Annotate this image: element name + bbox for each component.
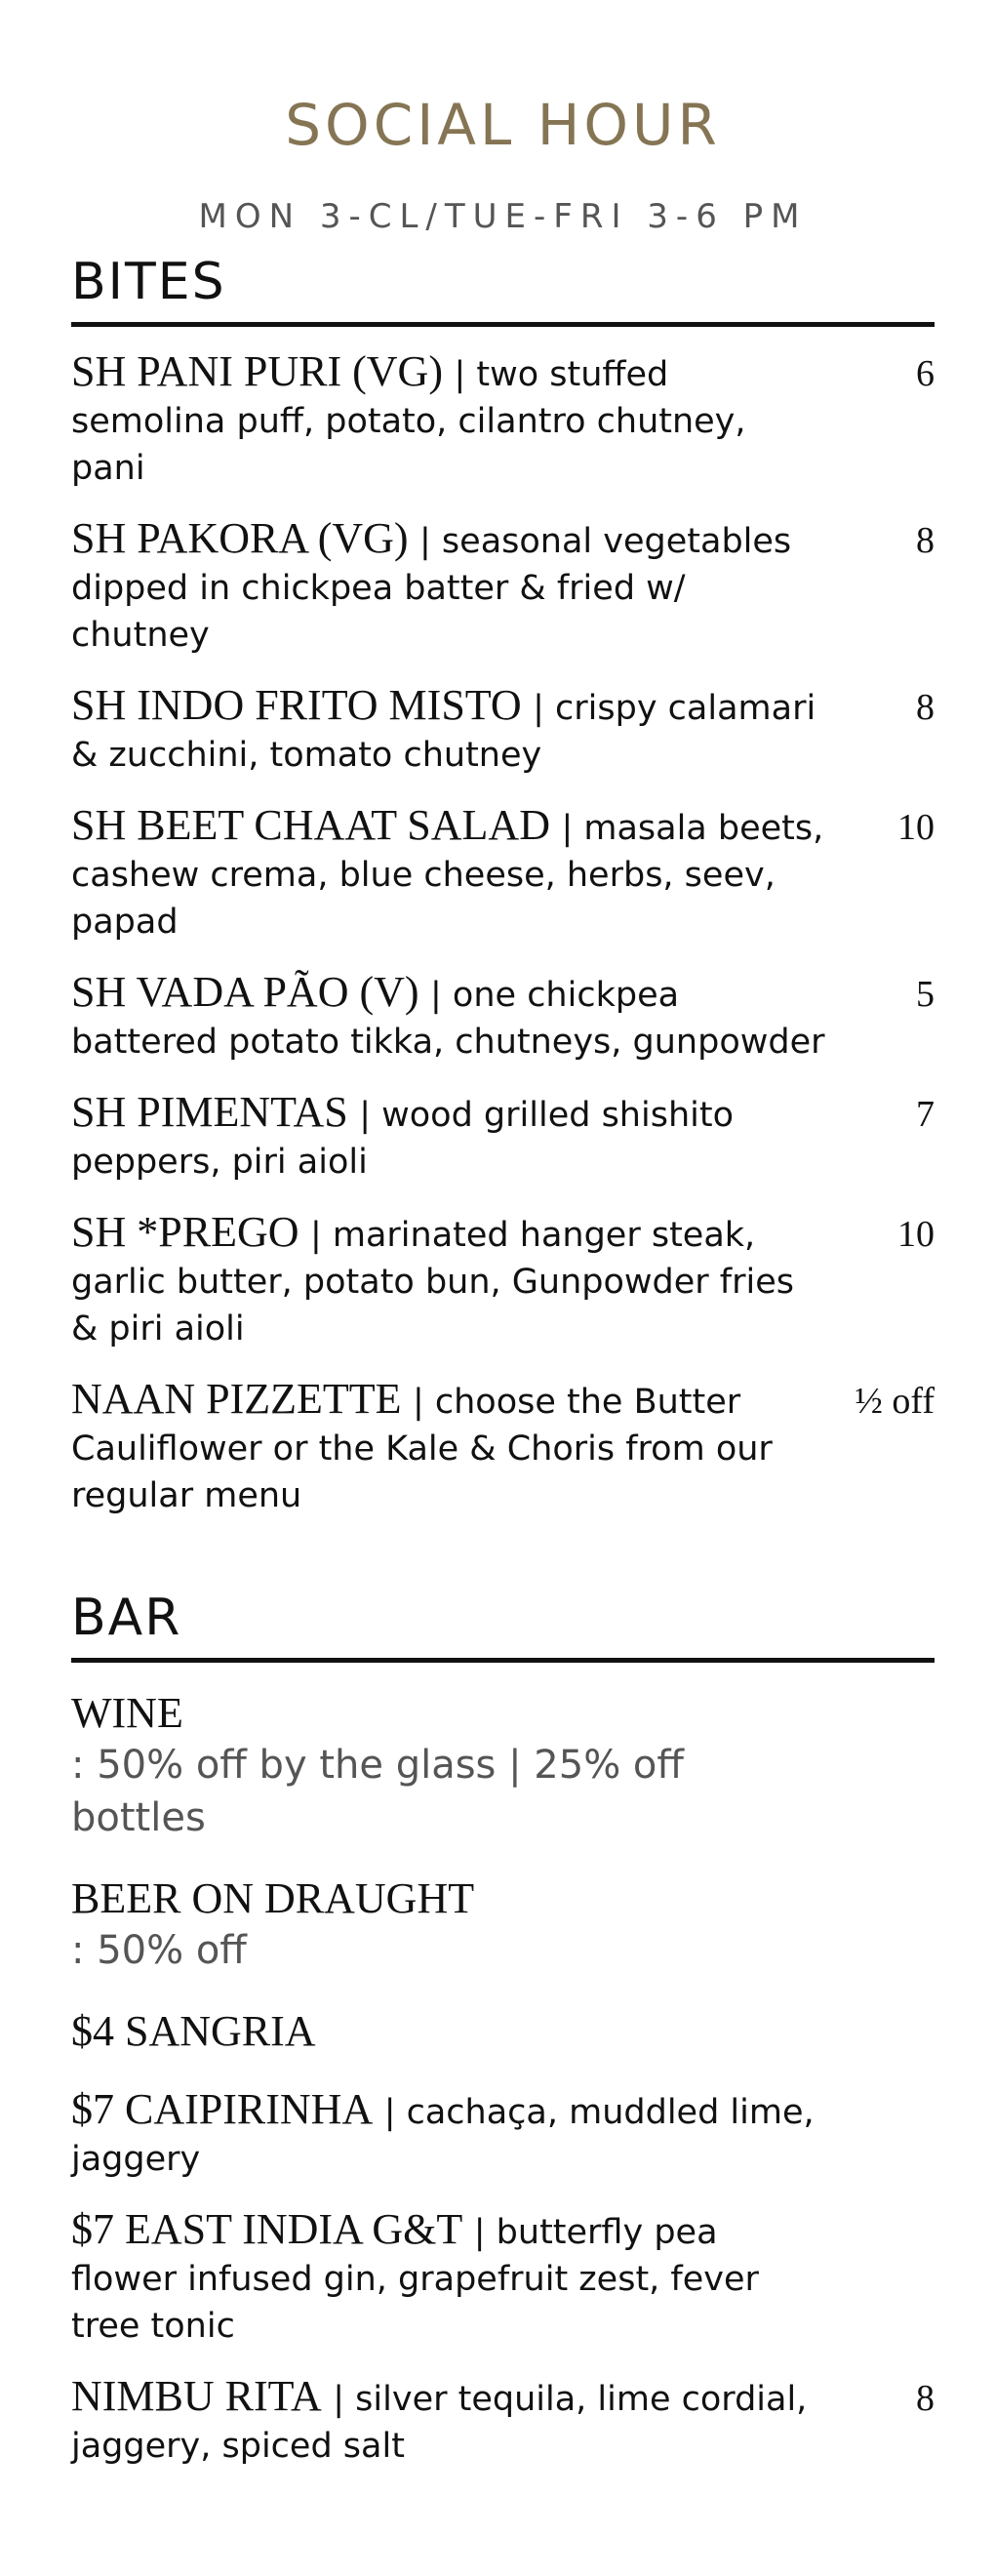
item-price: 8 [916,2378,935,2419]
bites-heading: BITES [71,253,226,311]
menu-item-pani-puri [71,348,935,492]
item-description: : 50% off by the glass | 25% off bottles [71,1743,684,1840]
item-description: | butterfly pea flower infused gin, grapefruit zest, fever tree tonic [71,2213,759,2346]
menu-item-pimentas [71,1089,935,1186]
menu-item-beet-chaat-salad [71,802,935,946]
hours-subtitle: MON 3-CL/TUE-FRI 3-6 PM [198,197,808,236]
bar-item-sangria [71,2006,935,2057]
menu-item-pakora [71,515,935,659]
item-description: | silver tequila, lime cordial, jaggery, spiced salt [71,2380,808,2466]
bites-list [71,348,935,1519]
menu-item-prego [71,1209,935,1352]
item-name: SH *PREGO [71,1208,299,1256]
bites-divider [71,322,935,327]
item-price: 10 [897,1214,935,1255]
item-name: SH BEET CHAAT SALAD [71,801,550,849]
bar-item-beer [71,1873,935,1977]
item-name: SH VADA PÃO (V) [71,968,419,1016]
item-name: NAAN PIZZETTE [71,1375,402,1423]
item-price: 8 [916,520,935,561]
item-price: 5 [916,974,935,1015]
item-description: | wood grilled shishito peppers, piri aioli [71,1096,734,1182]
menu-title: SOCIAL HOUR [285,92,721,158]
item-name: NIMBU RITA [71,2372,322,2420]
item-name: $4 SANGRIA [71,2007,316,2055]
item-description: | one chickpea battered potato tikka, chutneys, gunpowder [71,976,825,1062]
item-name: $7 EAST INDIA G&T [71,2205,463,2253]
item-price: 8 [916,687,935,728]
menu-item-vada-pao [71,969,935,1066]
bar-heading: BAR [71,1589,182,1647]
item-name: SH INDO FRITO MISTO [71,681,522,729]
item-description: | choose the Butter Cauliflower or the Kale & Choris from our regular menu [71,1383,773,1515]
item-name: SH PAKORA (VG) [71,514,409,562]
menu-item-indo-frito-misto [71,682,935,779]
item-description: | crispy calamari & zucchini, tomato chutney [71,689,816,775]
bar-item-caipirinha [71,2086,935,2183]
bar-section [71,1586,935,2470]
item-description: : 50% off [71,1928,247,1973]
bar-divider [71,1658,935,1663]
bar-item-east-india-gt [71,2206,935,2350]
item-description: | masala beets, cashew crema, blue cheese, herbs, seev, papad [71,809,824,942]
item-price: 7 [916,1094,935,1135]
item-name: SH PANI PURI (VG) [71,347,443,395]
item-price: 10 [897,807,935,848]
bites-section [71,250,935,1519]
bar-item-wine [71,1688,935,1844]
item-price: 6 [916,353,935,394]
bar-list [71,1688,935,2470]
item-description: | marinated hanger steak, garlic butter, potato bun, Gunpowder fries & piri aioli [71,1216,794,1348]
item-description: | seasonal vegetables dipped in chickpea batter & fried w/ chutney [71,522,792,655]
item-name: BEER ON DRAUGHT [71,1874,475,1922]
menu-item-naan-pizzette [71,1376,935,1519]
item-name: $7 CAIPIRINHA [71,2085,374,2133]
item-description: | cachaça, muddled lime, jaggery [71,2093,815,2179]
bar-item-nimbu-rita [71,2373,935,2470]
item-name: SH PIMENTAS [71,1088,348,1136]
item-price: ½ off [855,1381,935,1422]
item-description: | two stuffed semolina puff, potato, cilantro chutney, pani [71,355,746,488]
item-name: WINE [71,1689,183,1737]
